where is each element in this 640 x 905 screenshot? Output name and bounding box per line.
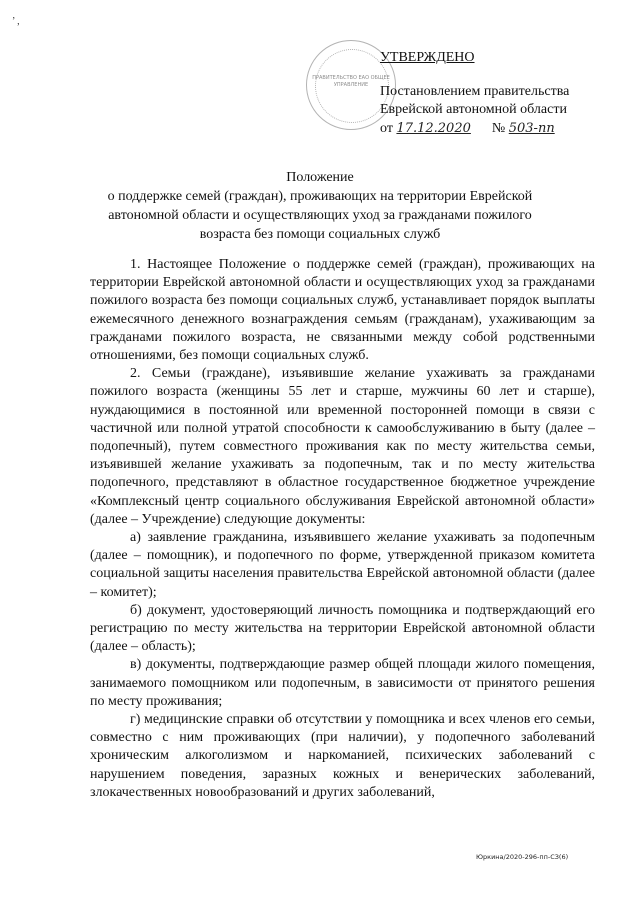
date-prefix: от	[380, 121, 393, 136]
number-prefix: №	[491, 121, 506, 136]
stamp-text: ПРАВИТЕЛЬСТВО ЕАО ОБЩЕЕ УПРАВЛЕНИЕ	[312, 75, 390, 88]
decree-line-2: Еврейской автономной области	[380, 102, 567, 117]
decree-reference	[380, 83, 569, 119]
decree-line-1: Постановлением правительства	[380, 84, 570, 99]
paragraph-2a: а) заявление гражданина, изъявившего желание ухаживать за подопечным (далее – помощник), и подопечного по форме, утвержденной приказом комитета социальной защиты населения правительства Еврейской автономной области (далее – комитет);	[90, 530, 595, 600]
approved-label: УТВЕРЖДЕНО	[380, 50, 475, 65]
document-title	[100, 168, 540, 244]
paragraph-2b: б) документ, удостоверяющий личность помощника и подтверждающий его регистрацию по месту жительства на территории Еврейской автономной области (далее – область);	[90, 602, 595, 655]
margin-mark: ’ ,	[12, 16, 20, 27]
title-subject: о поддержке семей (граждан), проживающих на территории Еврейской автономной области и осуществляющих уход за гражданами пожилого возраста без помощи социальных служб	[107, 189, 533, 242]
paragraph-2: 2. Семьи (граждане), изъявившие желание ухаживать за гражданами пожилого возраста (женщины 55 лет и старше, мужчины 60 лет и старше), нуждающимися в постоянной или временной посторонней помощи в связи с частичной или полной утратой способности к самообслуживанию в быту (далее – подопечный), путем совместного проживания как по месту жительства семьи, изъявившей желание ухаживать за подопечным, так и по месту жительства подопечного, представляют в областное государственное бюджетное учреждение «Комплексный центр социального обслуживания Еврейской автономной области» (далее – Учреждение) следующие документы:	[90, 366, 595, 527]
decree-number: 503-пп	[508, 121, 555, 136]
decree-date: 17.12.2020	[396, 121, 471, 136]
paragraph-1: 1. Настоящее Положение о поддержке семей (граждан), проживающих на территории Еврейской автономной области и осуществляющих уход за гражданами пожилого возраста без помощи социальных служб, устанавливает порядок выплаты ежемесячного денежного вознаграждения семьям (гражданам), ухаживающим за гражданами пожилого возраста, не связанными между собой родственными отношениями, без помощи социальных служб.	[90, 257, 595, 364]
document-body	[90, 256, 595, 802]
paragraph-2g: г) медицинские справки об отсутствии у помощника и всех членов его семьи, совместно с ним проживающих (при наличии), у подопечного заболеваний хроническим алкоголизмом и наркоманией, психических заболеваний с нарушением поведения, заразных кожных и венерических заболеваний, злокачественных новообразований и других заболеваний,	[90, 712, 595, 800]
paragraph-2v: в) документы, подтверждающие размер общей площади жилого помещения, занимаемого помощником или подопечным, в зависимости от принятого решения по месту проживания;	[90, 657, 595, 709]
decree-date-number	[380, 121, 555, 137]
footer-document-code: Юркина/2020-296-пп-СЗ(6)	[476, 853, 569, 861]
title-heading: Положение	[286, 170, 354, 185]
